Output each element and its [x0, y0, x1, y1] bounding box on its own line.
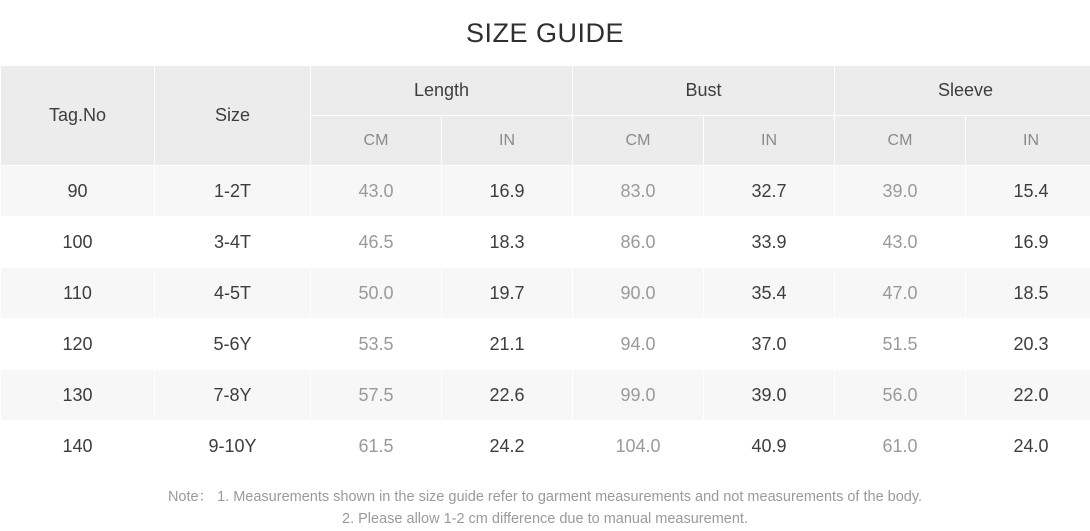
notes: [5, 486, 1085, 531]
cell-sleeve-in: 15.4: [966, 166, 1090, 217]
column-header-size: Size: [155, 66, 311, 166]
table-header-row-groups: [1, 66, 1090, 116]
cell-tag-no: 100: [1, 217, 155, 268]
table-row: [1, 370, 1090, 421]
cell-length-cm: 53.5: [311, 319, 442, 370]
table-row: [1, 268, 1090, 319]
cell-length-in: 18.3: [442, 217, 573, 268]
table-row: [1, 421, 1090, 472]
column-header-sleeve-cm: CM: [835, 116, 966, 166]
cell-sleeve-in: 20.3: [966, 319, 1090, 370]
cell-size: 5-6Y: [155, 319, 311, 370]
column-header-bust: Bust: [573, 66, 835, 116]
cell-length-cm: 46.5: [311, 217, 442, 268]
cell-bust-cm: 104.0: [573, 421, 704, 472]
cell-tag-no: 110: [1, 268, 155, 319]
cell-bust-cm: 86.0: [573, 217, 704, 268]
cell-length-in: 16.9: [442, 166, 573, 217]
cell-length-in: 24.2: [442, 421, 573, 472]
cell-length-in: 19.7: [442, 268, 573, 319]
cell-tag-no: 90: [1, 166, 155, 217]
cell-bust-cm: 90.0: [573, 268, 704, 319]
column-header-sleeve-in: IN: [966, 116, 1090, 166]
cell-tag-no: 120: [1, 319, 155, 370]
table-row: [1, 217, 1090, 268]
cell-length-cm: 57.5: [311, 370, 442, 421]
cell-bust-in: 35.4: [704, 268, 835, 319]
cell-length-in: 21.1: [442, 319, 573, 370]
cell-bust-cm: 83.0: [573, 166, 704, 217]
column-header-length-in: IN: [442, 116, 573, 166]
column-header-bust-in: IN: [704, 116, 835, 166]
cell-sleeve-cm: 56.0: [835, 370, 966, 421]
table-row: [1, 166, 1090, 217]
table-row: [1, 319, 1090, 370]
cell-bust-cm: 94.0: [573, 319, 704, 370]
cell-sleeve-in: 22.0: [966, 370, 1090, 421]
cell-sleeve-cm: 43.0: [835, 217, 966, 268]
cell-length-in: 22.6: [442, 370, 573, 421]
cell-sleeve-in: 24.0: [966, 421, 1090, 472]
table-body: [1, 166, 1090, 472]
column-header-tag-no: Tag.No: [1, 66, 155, 166]
cell-bust-in: 40.9: [704, 421, 835, 472]
page-title: SIZE GUIDE: [0, 0, 1090, 65]
cell-bust-cm: 99.0: [573, 370, 704, 421]
cell-size: 1-2T: [155, 166, 311, 217]
table-header: [1, 66, 1090, 166]
column-header-bust-cm: CM: [573, 116, 704, 166]
cell-size: 3-4T: [155, 217, 311, 268]
note-line-2: 2. Please allow 1-2 cm difference due to manual measurement.: [5, 508, 1085, 530]
cell-length-cm: 61.5: [311, 421, 442, 472]
column-header-sleeve: Sleeve: [835, 66, 1090, 116]
cell-size: 9-10Y: [155, 421, 311, 472]
cell-sleeve-in: 18.5: [966, 268, 1090, 319]
cell-bust-in: 37.0: [704, 319, 835, 370]
cell-size: 4-5T: [155, 268, 311, 319]
cell-bust-in: 39.0: [704, 370, 835, 421]
cell-length-cm: 50.0: [311, 268, 442, 319]
cell-sleeve-cm: 61.0: [835, 421, 966, 472]
note-line-1: Note： 1. Measurements shown in the size guide refer to garment measurements and not measurements of the body.: [5, 486, 1085, 508]
cell-bust-in: 33.9: [704, 217, 835, 268]
cell-sleeve-cm: 51.5: [835, 319, 966, 370]
size-guide-table: [0, 65, 1090, 472]
column-header-length: Length: [311, 66, 573, 116]
cell-tag-no: 130: [1, 370, 155, 421]
cell-sleeve-cm: 47.0: [835, 268, 966, 319]
cell-bust-in: 32.7: [704, 166, 835, 217]
cell-length-cm: 43.0: [311, 166, 442, 217]
cell-sleeve-in: 16.9: [966, 217, 1090, 268]
cell-tag-no: 140: [1, 421, 155, 472]
column-header-length-cm: CM: [311, 116, 442, 166]
cell-sleeve-cm: 39.0: [835, 166, 966, 217]
cell-size: 7-8Y: [155, 370, 311, 421]
